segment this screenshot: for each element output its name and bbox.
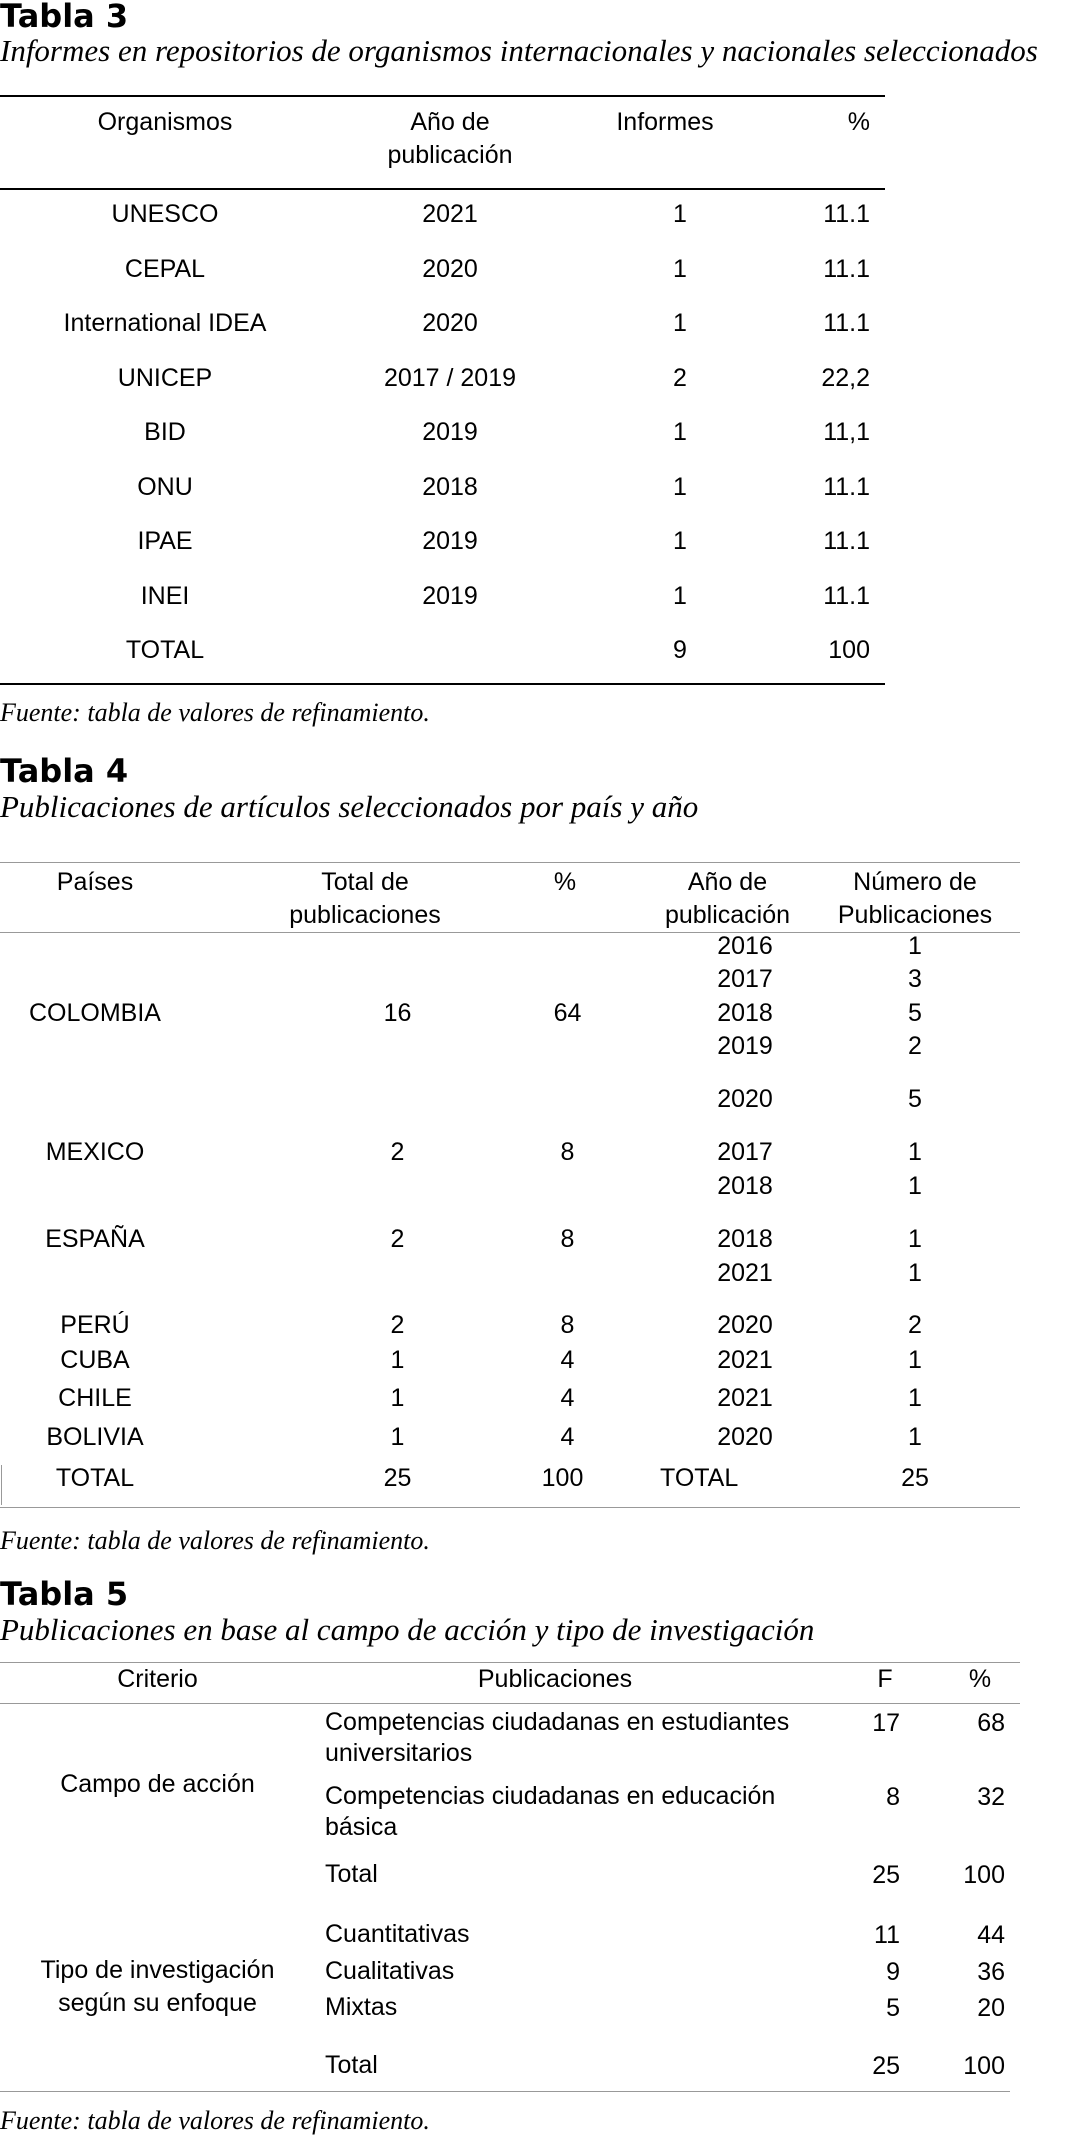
tabla3-cell-organismo: UNICEP: [117, 364, 213, 392]
tabla4-year-count: 1: [908, 932, 922, 960]
tabla3-cell-organismo: International IDEA: [63, 309, 267, 337]
tabla3-source: Fuente: tabla de valores de refinamiento.: [0, 698, 430, 727]
tabla3-cell-informes: 1: [673, 473, 687, 501]
tabla5-pct: 100: [963, 2052, 1005, 2080]
tabla4-year-count: 1: [908, 1384, 922, 1412]
tabla3-cell-informes: 1: [673, 418, 687, 446]
tabla4-country-total: 2: [390, 1311, 405, 1339]
tabla5-pct: 20: [977, 1994, 1005, 2022]
tabla4-year: 2021: [717, 1384, 773, 1412]
tabla3-cell-pct: 11.1: [823, 527, 870, 555]
tabla4-year-count: 1: [908, 1172, 922, 1200]
tabla5-publicacion: Cuantitativas: [325, 1920, 470, 1948]
tabla4-year: 2018: [717, 1172, 773, 1200]
tabla4-year: 2018: [717, 1225, 773, 1253]
tabla5-pct: 100: [963, 1861, 1005, 1889]
tabla5-criterio: Campo de acción: [60, 1770, 255, 1798]
tabla5-header-rule: [0, 1703, 1020, 1704]
tabla4-left-tick: [1, 1465, 2, 1505]
tabla4-year: 2021: [717, 1259, 773, 1287]
tabla4-source: Fuente: tabla de valores de refinamiento.: [0, 1526, 430, 1555]
tabla4-country-total: 2: [390, 1225, 405, 1253]
tabla5-publicacion: Total: [325, 2051, 378, 2079]
tabla3-cell-organismo: INEI: [140, 582, 190, 610]
tabla4-country-total: 2: [390, 1138, 405, 1166]
tabla3-total-informes: 9: [673, 636, 687, 664]
tabla3-cell-anio: 2019: [422, 527, 478, 555]
tabla4-header-total: Total de publicaciones: [289, 868, 441, 929]
tabla4-year: 2020: [717, 1423, 773, 1451]
tabla4-country-name: BOLIVIA: [46, 1423, 144, 1451]
tabla4-country-pct: 8: [560, 1311, 575, 1339]
tabla3-cell-pct: 11.1: [823, 582, 870, 610]
tabla5-pct: 68: [977, 1709, 1005, 1737]
tabla3-cell-informes: 2: [673, 364, 687, 392]
tabla4-country-name: ESPAÑA: [45, 1225, 145, 1253]
tabla3-total-organismo: TOTAL: [125, 636, 205, 664]
tabla5-header-f: F: [877, 1665, 893, 1693]
tabla5-f: 9: [886, 1958, 900, 1986]
tabla5-caption: Publicaciones en base al campo de acción y tipo de investigación: [0, 1612, 815, 1647]
tabla4-country-pct: 64: [553, 999, 582, 1027]
tabla3-caption: Informes en repositorios de organismos internacionales y nacionales seleccionados: [0, 33, 1038, 68]
tabla3-cell-pct: 11.1: [823, 309, 870, 337]
tabla4-country-name: PERÚ: [60, 1311, 130, 1339]
tabla5-f: 25: [872, 1861, 900, 1889]
tabla3-cell-informes: 1: [673, 582, 687, 610]
tabla3-cell-anio: 2019: [422, 582, 478, 610]
tabla5-header-pct: %: [968, 1665, 992, 1693]
tabla4-country-total: 1: [390, 1384, 405, 1412]
tabla4-country-pct: 4: [560, 1384, 575, 1412]
tabla4-header-pct: %: [553, 868, 577, 896]
tabla3-cell-pct: 11.1: [823, 473, 870, 501]
tabla3-cell-anio: 2019: [422, 418, 478, 446]
tabla4-country-pct: 8: [560, 1138, 575, 1166]
tabla4-year-count: 5: [908, 1085, 922, 1113]
tabla3-cell-informes: 1: [673, 200, 687, 228]
tabla3-cell-informes: 1: [673, 527, 687, 555]
tabla4-total-pct: 100: [541, 1464, 584, 1492]
tabla4-header-paises: Países: [56, 868, 134, 896]
tabla3-cell-organismo: IPAE: [137, 527, 193, 555]
tabla3-cell-informes: 1: [673, 255, 687, 283]
tabla4-country-total: 16: [383, 999, 412, 1027]
tabla4-country-name: COLOMBIA: [29, 999, 161, 1027]
tabla3-header-informes: Informes: [616, 108, 714, 136]
tabla3-cell-pct: 11.1: [823, 255, 870, 283]
tabla4-country-name: CHILE: [58, 1384, 132, 1412]
tabla5-f: 8: [886, 1783, 900, 1811]
tabla5-f: 25: [872, 2052, 900, 2080]
tabla3-cell-anio: 2017 / 2019: [383, 364, 517, 392]
tabla4-total-label: TOTAL: [55, 1464, 135, 1492]
tabla5-title: Tabla 5: [0, 1575, 129, 1613]
tabla5-publicacion: Competencias ciudadanas en educación básica: [325, 1782, 776, 1842]
tabla4-country-pct: 4: [560, 1346, 575, 1374]
tabla3-cell-anio: 2020: [422, 309, 478, 337]
tabla4-year-count: 2: [908, 1311, 922, 1339]
tabla4-year-count: 1: [908, 1346, 922, 1374]
tabla4-header-anio: Año de publicación: [664, 868, 791, 929]
tabla3-top-rule: [0, 95, 885, 97]
tabla4-total-label2: TOTAL: [660, 1464, 739, 1492]
tabla3-cell-pct: 11.1: [823, 200, 870, 228]
tabla5-header-publicaciones: Publicaciones: [477, 1665, 633, 1693]
tabla4-total-count: 25: [901, 1464, 929, 1492]
tabla4-country-total: 1: [390, 1346, 405, 1374]
tabla4-year: 2021: [717, 1346, 773, 1374]
tabla3-cell-anio: 2018: [422, 473, 478, 501]
tabla4-country-name: CUBA: [60, 1346, 130, 1374]
tabla3-cell-organismo: CEPAL: [124, 255, 206, 283]
tabla5-bottom-rule: [0, 2091, 1010, 2092]
tabla3-cell-organismo: UNESCO: [111, 200, 219, 228]
tabla5-f: 5: [886, 1994, 900, 2022]
tabla5-pct: 36: [977, 1958, 1005, 1986]
tabla3-cell-pct: 22,2: [821, 364, 870, 392]
tabla5-publicacion: Mixtas: [325, 1993, 398, 2021]
tabla4-year-count: 1: [908, 1423, 922, 1451]
tabla4-caption: Publicaciones de artículos seleccionados por país y año: [0, 789, 699, 824]
tabla4-year: 2020: [717, 1085, 773, 1113]
tabla5-criterio: Tipo de investigación según su enfoque: [40, 1956, 275, 2017]
tabla3-cell-anio: 2020: [422, 255, 478, 283]
tabla4-year-count: 3: [908, 965, 922, 993]
tabla5-pct: 32: [977, 1783, 1005, 1811]
tabla3-cell-organismo: ONU: [137, 473, 193, 501]
tabla5-publicacion: Cualitativas: [325, 1957, 455, 1985]
tabla4-year-count: 2: [908, 1032, 922, 1060]
tabla4-title: Tabla 4: [0, 752, 129, 790]
tabla3-header-rule: [0, 188, 885, 190]
tabla4-year: 2018: [717, 999, 773, 1027]
tabla4-top-rule: [0, 862, 1020, 863]
tabla4-year-count: 1: [908, 1259, 922, 1287]
tabla3-cell-organismo: BID: [144, 418, 186, 446]
tabla4-year: 2019: [717, 1032, 773, 1060]
tabla4-header-rule: [0, 932, 1020, 933]
tabla3-cell-anio: 2021: [422, 200, 478, 228]
tabla3-header-organismos: Organismos: [97, 108, 233, 136]
tabla4-year-count: 5: [908, 999, 922, 1027]
tabla5-source: Fuente: tabla de valores de refinamiento.: [0, 2106, 430, 2135]
tabla4-year: 2016: [717, 932, 773, 960]
tabla3-cell-informes: 1: [673, 309, 687, 337]
tabla4-year: 2017: [717, 1138, 773, 1166]
tabla5-f: 17: [872, 1709, 900, 1737]
tabla5-publicacion: Total: [325, 1860, 378, 1888]
tabla5-header-criterio: Criterio: [117, 1665, 198, 1693]
tabla3-cell-pct: 11,1: [823, 418, 870, 446]
tabla4-year: 2017: [717, 965, 773, 993]
tabla4-year-count: 1: [908, 1138, 922, 1166]
tabla4-year-count: 1: [908, 1225, 922, 1253]
tabla3-total-pct: 100: [828, 636, 870, 664]
tabla5-pct: 44: [977, 1921, 1005, 1949]
tabla4-country-name: MEXICO: [45, 1138, 145, 1166]
tabla3-header-anio: Año de publicación: [387, 108, 513, 169]
tabla5-f: 11: [874, 1921, 900, 1949]
tabla3-bottom-rule: [0, 683, 885, 685]
tabla3-title: Tabla 3: [0, 0, 129, 35]
tabla4-country-pct: 8: [560, 1225, 575, 1253]
tabla4-country-pct: 4: [560, 1423, 575, 1451]
tabla3-header-pct: %: [847, 108, 870, 136]
tabla5-publicacion: Competencias ciudadanas en estudiantes universitarios: [325, 1708, 790, 1768]
tabla4-country-total: 1: [390, 1423, 405, 1451]
tabla4-total-value: 25: [383, 1464, 412, 1492]
tabla4-header-numero: Número de Publicaciones: [837, 868, 993, 929]
tabla4-year: 2020: [717, 1311, 773, 1339]
tabla4-bottom-rule: [0, 1507, 1020, 1508]
